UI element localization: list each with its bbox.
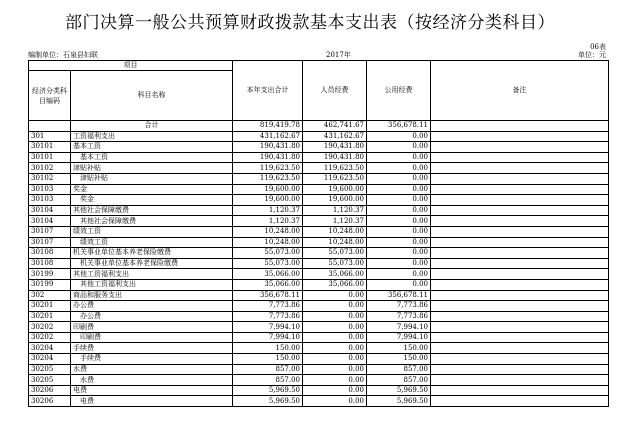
cell-code: 30201: [29, 311, 71, 322]
table-row: [29, 396, 609, 407]
cell-name: 机关事业单位基本养老保险缴费: [71, 258, 233, 269]
cell-name: 其他工资福利支出: [71, 279, 233, 290]
table-row: [29, 311, 609, 322]
table-row: [29, 385, 609, 396]
table-row: [29, 290, 609, 301]
cell-personnel: 0.00: [303, 396, 367, 407]
cell-personnel: 190,431.80: [303, 142, 367, 153]
cell-public: 150.00: [367, 343, 431, 354]
cell-public: 356,678.11: [367, 290, 431, 301]
cell-public: 0.00: [367, 269, 431, 280]
cell-total: 190,431.80: [233, 142, 303, 153]
cell-personnel: 55,073.00: [303, 258, 367, 269]
cell-public: 0.00: [367, 216, 431, 227]
cell-note: [431, 121, 609, 132]
year-label: 2017年: [326, 51, 351, 59]
cell-total: 7,994.10: [233, 322, 303, 333]
cell-public: 7,994.10: [367, 322, 431, 333]
cell-note: [431, 279, 609, 290]
cell-note: [431, 163, 609, 174]
cell-total: 55,073.00: [233, 248, 303, 259]
cell-total: 7,994.10: [233, 332, 303, 343]
cell-code: 30101: [29, 152, 71, 163]
cell-total: 5,969.50: [233, 385, 303, 396]
cell-note: [431, 301, 609, 312]
table-row: [29, 354, 609, 365]
cell-note: [431, 385, 609, 396]
cell-code: 30107: [29, 237, 71, 248]
cell-total: 1,120.37: [233, 216, 303, 227]
cell-total: 7,773.86: [233, 301, 303, 312]
cell-note: [431, 152, 609, 163]
cell-code: 30104: [29, 205, 71, 216]
cell-public: 5,969.50: [367, 396, 431, 407]
cell-code: 30102: [29, 163, 71, 174]
cell-code: 30102: [29, 173, 71, 184]
cell-total: 10,248.00: [233, 237, 303, 248]
cell-code: 30201: [29, 301, 71, 312]
header-public: 公用经费: [367, 61, 431, 121]
cell-public: 0.00: [367, 248, 431, 259]
page-title: 部门决算一般公共预算财政拨款基本支出表（按经济分类科目）: [65, 13, 555, 33]
header-name: 科目名称: [71, 71, 233, 121]
cell-total: 431,162.67: [233, 131, 303, 142]
table-row: [29, 173, 609, 184]
cell-code: 30103: [29, 195, 71, 206]
cell-name: 手续费: [71, 343, 233, 354]
cell-name: 印刷费: [71, 332, 233, 343]
cell-total: 35,066.00: [233, 279, 303, 290]
cell-note: [431, 290, 609, 301]
table-row: [29, 269, 609, 280]
cell-name: 其他工资福利支出: [71, 269, 233, 280]
cell-code: 30206: [29, 396, 71, 407]
cell-personnel: 0.00: [303, 343, 367, 354]
cell-note: [431, 237, 609, 248]
cell-note: [431, 205, 609, 216]
cell-name: 水费: [71, 375, 233, 386]
cell-personnel: 10,248.00: [303, 226, 367, 237]
cell-name: 津贴补贴: [71, 163, 233, 174]
table-row: [29, 375, 609, 386]
cell-code: 30101: [29, 142, 71, 153]
cell-personnel: 35,066.00: [303, 279, 367, 290]
table-row: [29, 301, 609, 312]
cell-total: 190,431.80: [233, 152, 303, 163]
cell-public: 857.00: [367, 375, 431, 386]
table-row: [29, 163, 609, 174]
cell-name: 商品和服务支出: [71, 290, 233, 301]
unit-label: 单位：元: [578, 51, 606, 59]
cell-name: 办公费: [71, 311, 233, 322]
cell-public: 0.00: [367, 195, 431, 206]
cell-note: [431, 184, 609, 195]
cell-code: 30205: [29, 375, 71, 386]
cell-note: [431, 364, 609, 375]
cell-public: 7,773.86: [367, 301, 431, 312]
cell-name: 电费: [71, 385, 233, 396]
expense-table: [28, 60, 609, 407]
cell-total: 1,120.37: [233, 205, 303, 216]
cell-personnel: 19,600.00: [303, 184, 367, 195]
cell-name: 绩效工资: [71, 226, 233, 237]
cell-code: 30107: [29, 226, 71, 237]
cell-name: 水费: [71, 364, 233, 375]
cell-public: 0.00: [367, 131, 431, 142]
cell-code: 302: [29, 290, 71, 301]
table-row: [29, 205, 609, 216]
cell-note: [431, 248, 609, 259]
cell-personnel: 1,120.37: [303, 216, 367, 227]
cell-total: 819,419.78: [233, 121, 303, 132]
cell-code: 30199: [29, 279, 71, 290]
cell-personnel: 10,248.00: [303, 237, 367, 248]
cell-name: 办公费: [71, 301, 233, 312]
cell-personnel: 0.00: [303, 332, 367, 343]
cell-note: [431, 258, 609, 269]
cell-personnel: 0.00: [303, 290, 367, 301]
cell-name: 电费: [71, 396, 233, 407]
table-row: [29, 332, 609, 343]
cell-name: 其他社会保障缴费: [71, 216, 233, 227]
cell-total: 150.00: [233, 343, 303, 354]
cell-name: 奖金: [71, 195, 233, 206]
cell-code: 30108: [29, 258, 71, 269]
table-row: [29, 322, 609, 333]
cell-name: 基本工资: [71, 142, 233, 153]
cell-public: 7,773.86: [367, 311, 431, 322]
cell-public: 5,969.50: [367, 385, 431, 396]
cell-public: 0.00: [367, 279, 431, 290]
table-row: [29, 216, 609, 227]
cell-public: 0.00: [367, 226, 431, 237]
cell-personnel: 462,741.67: [303, 121, 367, 132]
cell-personnel: 19,600.00: [303, 195, 367, 206]
table-row: [29, 248, 609, 259]
cell-personnel: 35,066.00: [303, 269, 367, 280]
header-total: 本年支出合计: [233, 61, 303, 121]
cell-personnel: 1,120.37: [303, 205, 367, 216]
cell-public: 150.00: [367, 354, 431, 365]
cell-personnel: 0.00: [303, 311, 367, 322]
cell-total: 119,623.50: [233, 173, 303, 184]
cell-public: 0.00: [367, 173, 431, 184]
cell-public: 356,678.11: [367, 121, 431, 132]
cell-total: 19,600.00: [233, 184, 303, 195]
cell-note: [431, 332, 609, 343]
cell-code: 30104: [29, 216, 71, 227]
cell-personnel: 0.00: [303, 322, 367, 333]
cell-total: 7,773.86: [233, 311, 303, 322]
form-number: 06表: [590, 43, 606, 51]
cell-personnel: 0.00: [303, 301, 367, 312]
cell-name: 基本工资: [71, 152, 233, 163]
cell-note: [431, 216, 609, 227]
header-project: 项目: [29, 61, 233, 71]
cell-note: [431, 195, 609, 206]
cell-name: 绩效工资: [71, 237, 233, 248]
report-meta-row: [28, 51, 606, 60]
cell-public: 0.00: [367, 184, 431, 195]
cell-public: 857.00: [367, 364, 431, 375]
cell-code: 30204: [29, 343, 71, 354]
cell-public: 0.00: [367, 258, 431, 269]
cell-total: 857.00: [233, 375, 303, 386]
cell-note: [431, 322, 609, 333]
cell-name: 手续费: [71, 354, 233, 365]
cell-note: [431, 311, 609, 322]
cell-public: 0.00: [367, 163, 431, 174]
cell-name: 合计: [71, 121, 233, 132]
cell-note: [431, 269, 609, 280]
cell-total: 150.00: [233, 354, 303, 365]
header-note: 备注: [431, 61, 609, 121]
cell-total: 857.00: [233, 364, 303, 375]
cell-code: 30108: [29, 248, 71, 259]
cell-code: 30202: [29, 332, 71, 343]
cell-note: [431, 142, 609, 153]
cell-note: [431, 173, 609, 184]
cell-name: 工资福利支出: [71, 131, 233, 142]
cell-total: 119,623.50: [233, 163, 303, 174]
cell-personnel: 119,623.50: [303, 173, 367, 184]
cell-name: 津贴补贴: [71, 173, 233, 184]
table-row: [29, 121, 609, 132]
cell-total: 356,678.11: [233, 290, 303, 301]
header-personnel: 人员经费: [303, 61, 367, 121]
table-row: [29, 343, 609, 354]
table-row: [29, 364, 609, 375]
cell-personnel: 0.00: [303, 375, 367, 386]
cell-note: [431, 226, 609, 237]
cell-public: 0.00: [367, 205, 431, 216]
cell-personnel: 119,623.50: [303, 163, 367, 174]
cell-code: [29, 121, 71, 132]
cell-personnel: 190,431.80: [303, 152, 367, 163]
cell-code: 30199: [29, 269, 71, 280]
cell-total: 55,073.00: [233, 258, 303, 269]
cell-public: 0.00: [367, 237, 431, 248]
table-row: [29, 152, 609, 163]
cell-note: [431, 131, 609, 142]
cell-code: 30202: [29, 322, 71, 333]
header-code: 经济分类科目编码: [29, 71, 71, 121]
table-body: [29, 121, 609, 407]
table-row: [29, 237, 609, 248]
cell-code: 301: [29, 131, 71, 142]
cell-name: 其他社会保障缴费: [71, 205, 233, 216]
cell-code: 30103: [29, 184, 71, 195]
cell-note: [431, 396, 609, 407]
cell-name: 机关事业单位基本养老保险缴费: [71, 248, 233, 259]
cell-personnel: 55,073.00: [303, 248, 367, 259]
cell-personnel: 0.00: [303, 354, 367, 365]
table-row: [29, 131, 609, 142]
cell-personnel: 431,162.67: [303, 131, 367, 142]
table-row: [29, 279, 609, 290]
cell-code: 30205: [29, 364, 71, 375]
cell-personnel: 0.00: [303, 385, 367, 396]
table-row: [29, 142, 609, 153]
cell-public: 7,994.10: [367, 332, 431, 343]
cell-code: 30206: [29, 385, 71, 396]
cell-total: 5,969.50: [233, 396, 303, 407]
cell-code: 30204: [29, 354, 71, 365]
cell-public: 0.00: [367, 152, 431, 163]
cell-note: [431, 354, 609, 365]
cell-name: 奖金: [71, 184, 233, 195]
cell-note: [431, 343, 609, 354]
cell-total: 10,248.00: [233, 226, 303, 237]
cell-personnel: 0.00: [303, 364, 367, 375]
table-row: [29, 226, 609, 237]
org-label: 编制单位：石泉县妇联: [28, 51, 98, 59]
cell-name: 印刷费: [71, 322, 233, 333]
cell-total: 19,600.00: [233, 195, 303, 206]
cell-public: 0.00: [367, 142, 431, 153]
cell-total: 35,066.00: [233, 269, 303, 280]
table-row: [29, 184, 609, 195]
cell-note: [431, 375, 609, 386]
table-row: [29, 195, 609, 206]
table-row: [29, 258, 609, 269]
